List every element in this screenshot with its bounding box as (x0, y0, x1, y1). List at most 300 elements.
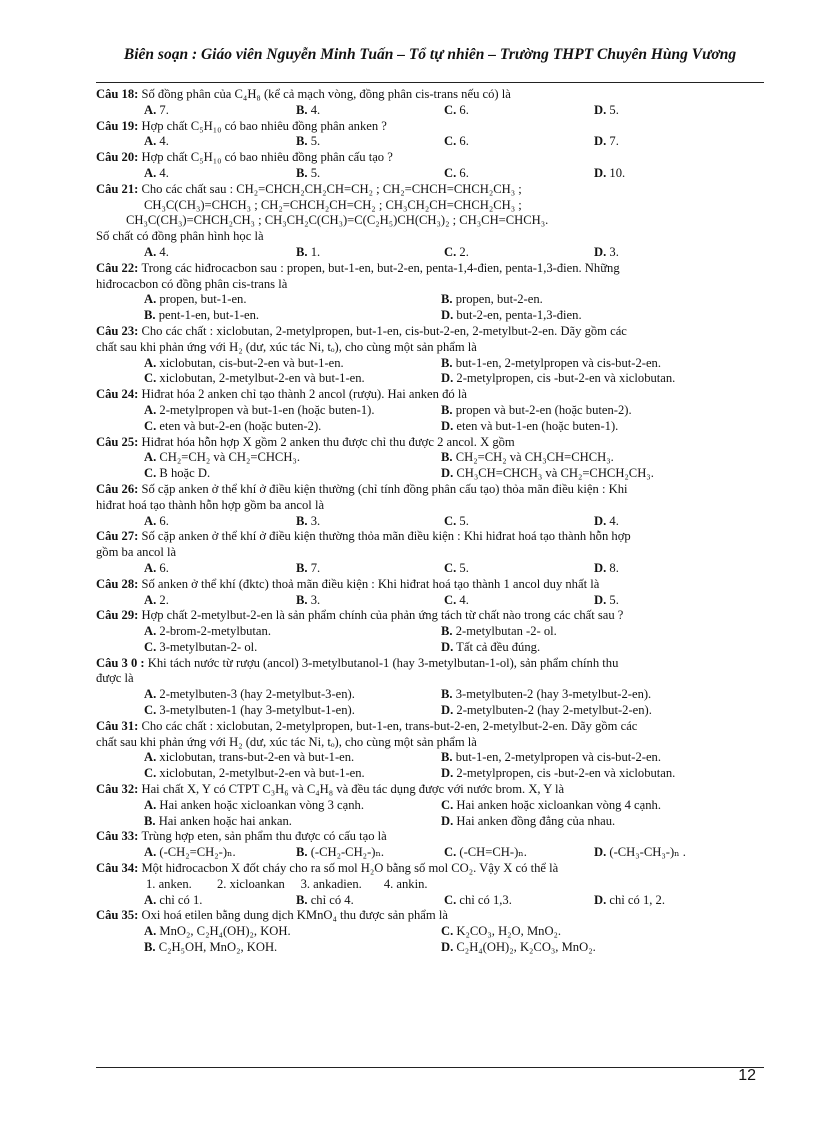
option-text: xiclobutan, 2-metylbut-2-en và but-1-en. (156, 766, 365, 781)
option-text: 6. (156, 560, 169, 575)
answer-option (144, 292, 246, 308)
question-text-line (96, 182, 762, 198)
option-letter: B. (296, 560, 308, 575)
question-text-line (96, 482, 762, 498)
question-text-line (96, 545, 762, 561)
option-letter: B. (441, 687, 453, 702)
question-block (96, 861, 762, 908)
option-letter: C. (444, 892, 457, 907)
question-text-line: Số chất có đồng phân hình học là (96, 229, 264, 244)
option-letter: C. (444, 244, 457, 259)
question-number: Câu 32: (96, 782, 142, 797)
question-text: Cho các chất sau : CH₂=CHCH₂CH₂CH=CH₂ ; CH₂=CHCH=CHCH₂CH₃ ; (141, 181, 522, 196)
question-number: Câu 26: (96, 481, 142, 496)
question-block (96, 182, 762, 261)
answer-option (444, 166, 469, 182)
option-text: 2-metylbuten-2 (hay 2-metylbut-2-en). (453, 703, 652, 718)
option-text: xiclobutan, cis-but-2-en và but-1-en. (156, 355, 344, 370)
option-text: xiclobutan, trans-but-2-en và but-1-en. (156, 750, 355, 765)
options-row (96, 593, 762, 609)
option-text: 2-metylbutan -2- ol. (452, 624, 557, 639)
answer-option (444, 845, 527, 861)
option-letter: B. (441, 450, 453, 465)
question-text-line (96, 340, 762, 356)
question-number: Câu 35: (96, 908, 142, 923)
answer-option (594, 593, 619, 609)
answer-option (441, 750, 661, 766)
question-text-line (96, 608, 762, 624)
question-text-line (96, 829, 762, 845)
question-text: Số cặp anken ở thể khí ở điều kiện thường thỏa mãn điều kiện : Khi hiđrat hoá tạo thành hỗn hợp (141, 529, 631, 544)
answer-option (594, 893, 665, 909)
options-row (96, 292, 762, 308)
answer-option (441, 924, 561, 940)
option-text: 3-metylbuten-2 (hay 3-metylbut-2-en). (452, 687, 652, 702)
question-text-line (96, 387, 762, 403)
option-text: 5. (606, 592, 619, 607)
question-block (96, 656, 762, 719)
answer-option (144, 845, 236, 861)
option-text: 4. (606, 513, 619, 528)
answer-option (296, 593, 320, 609)
option-letter: B. (441, 750, 453, 765)
question-text-line (96, 150, 762, 166)
option-text: but-2-en, penta-1,3-đien. (453, 308, 582, 323)
option-text: 1. (307, 244, 321, 259)
option-letter: D. (594, 134, 607, 149)
question-block (96, 324, 762, 387)
footer-rule (96, 1067, 764, 1068)
answer-option (444, 893, 512, 909)
question-list (96, 87, 762, 956)
option-text: 5. (307, 134, 321, 149)
page-header: Biên soạn : Giáo viên Nguyễn Minh Tuấn – Tổ tự nhiên – Trường THPT Chuyên Hùng Vương (123, 46, 737, 63)
question-subitems: 1. anken. 2. xicloankan 3. ankadien. 4. ankin. (146, 876, 428, 891)
answer-option (441, 292, 543, 308)
option-letter: A. (144, 450, 157, 465)
option-letter: A. (144, 102, 157, 117)
option-letter: B. (296, 892, 308, 907)
options-row (96, 166, 762, 182)
question-block (96, 150, 762, 182)
option-text: 5. (456, 513, 469, 528)
option-letter: A. (144, 892, 157, 907)
option-text: 2. (156, 592, 169, 607)
option-letter: C. (444, 165, 457, 180)
answer-option (144, 166, 169, 182)
question-text: được là (96, 671, 134, 686)
options-row (96, 450, 762, 466)
answer-option (594, 845, 686, 861)
option-text: (-CH₃-CH₃-)ₙ . (606, 845, 686, 860)
question-text: Hợp chất C₅H₁₀ có bao nhiêu đồng phân cấu tạo ? (141, 150, 393, 165)
option-letter: C. (441, 924, 454, 939)
question-number: Câu 31: (96, 718, 142, 733)
option-letter: A. (144, 402, 157, 417)
option-text: CH₃CH=CHCH₃ và CH₂=CHCH₂CH₃. (453, 466, 654, 481)
option-text: 2-metylbuten-3 (hay 2-metylbut-3-en). (156, 687, 355, 702)
option-text: 6. (456, 134, 469, 149)
question-text-line (96, 577, 762, 593)
question-text-line (96, 498, 762, 514)
question-number: Câu 19: (96, 118, 142, 133)
option-letter: D. (441, 466, 454, 481)
question-number: Câu 23: (96, 323, 142, 338)
option-letter: C. (144, 466, 157, 481)
question-text: Số cặp anken ở thể khí ở điều kiện thường (chỉ tính đồng phân cấu tạo) thỏa mãn điều kiện : Khi (141, 481, 628, 496)
option-text: 3. (307, 592, 321, 607)
option-letter: B. (296, 102, 308, 117)
answer-option (144, 703, 355, 719)
option-text: eten và but-2-en (hoặc buten-2). (156, 418, 322, 433)
answer-option (144, 624, 271, 640)
question-text-line (96, 324, 762, 340)
question-block (96, 435, 762, 482)
option-letter: C. (144, 703, 157, 718)
options-row (96, 798, 762, 814)
option-text: 3-metylbuten-1 (hay 3-metylbut-1-en). (156, 703, 355, 718)
answer-option (144, 356, 344, 372)
option-text: (-CH₂=CH₂-)ₙ. (156, 845, 236, 860)
answer-option (441, 687, 651, 703)
option-letter: B. (144, 813, 156, 828)
option-text: pent-1-en, but-1-en. (155, 308, 260, 323)
options-row (96, 924, 762, 940)
option-text: 4. (156, 134, 169, 149)
options-row (96, 893, 762, 909)
options-row (96, 561, 762, 577)
answer-option (594, 134, 619, 150)
option-letter: A. (144, 687, 157, 702)
option-text: chỉ có 1,3. (456, 892, 512, 907)
option-letter: D. (594, 513, 607, 528)
answer-option (441, 766, 675, 782)
option-letter: D. (441, 639, 454, 654)
question-text: gồm ba ancol là (96, 545, 177, 560)
option-text: propen, but-1-en. (156, 292, 247, 307)
question-text-line (96, 735, 762, 751)
question-number: Câu 33: (96, 829, 142, 844)
question-text: Hiđrat hóa hỗn hợp X gồm 2 anken thu được chỉ thu được 2 ancol. X gồm (141, 434, 515, 449)
option-letter: D. (594, 845, 607, 860)
options-row (96, 845, 762, 861)
option-text: 6. (456, 102, 469, 117)
option-letter: B. (144, 308, 156, 323)
option-text: 2. (456, 244, 469, 259)
answer-option (144, 245, 169, 261)
option-text: 7. (156, 102, 169, 117)
question-text-line (96, 119, 762, 135)
option-letter: D. (441, 371, 454, 386)
answer-option (594, 561, 619, 577)
option-text: but-1-en, 2-metylpropen và cis-but-2-en. (452, 750, 661, 765)
question-text-line (96, 782, 762, 798)
answer-option (144, 924, 291, 940)
question-block (96, 719, 762, 782)
option-letter: A. (144, 924, 157, 939)
option-letter: A. (144, 750, 157, 765)
options-row (96, 466, 762, 482)
option-text: chỉ có 1, 2. (606, 892, 666, 907)
options-row (96, 687, 762, 703)
answer-option (296, 103, 320, 119)
options-row (96, 134, 762, 150)
options-row (96, 514, 762, 530)
option-text: 8. (606, 560, 619, 575)
answer-option (441, 371, 675, 387)
option-text: MnO₂, C₂H₄(OH)₂, KOH. (156, 924, 291, 939)
option-text: 2-metylpropen, cis -but-2-en và xiclobutan. (453, 766, 676, 781)
answer-option (144, 798, 364, 814)
answer-option (144, 466, 210, 482)
option-text: but-1-en, 2-metylpropen và cis-but-2-en. (452, 355, 661, 370)
question-text: Trùng hợp eten, sản phẩm thu được có cấu tạo là (141, 829, 387, 844)
option-text: 6. (156, 513, 169, 528)
answer-option (144, 419, 321, 435)
answer-option (144, 893, 202, 909)
answer-option (296, 166, 320, 182)
option-letter: A. (144, 355, 157, 370)
answer-option (444, 245, 469, 261)
question-text: Cho các chất : xiclobutan, 2-metylpropen, but-1-en, trans-but-2-en, 2-metylbut-2-en. Dãy gồm các (141, 718, 638, 733)
question-text-line (96, 529, 762, 545)
option-letter: D. (441, 703, 454, 718)
answer-option (441, 798, 661, 814)
question-block (96, 119, 762, 151)
option-letter: C. (441, 797, 454, 812)
options-row (96, 419, 762, 435)
option-letter: A. (144, 134, 157, 149)
option-text: CH₂=CH₂ và CH₃CH=CHCH₃. (452, 450, 614, 465)
option-text: Hai anken đồng đẳng của nhau. (453, 813, 616, 828)
options-row (96, 403, 762, 419)
option-letter: B. (441, 355, 453, 370)
option-letter: A. (144, 244, 157, 259)
answer-option (441, 624, 557, 640)
options-row (96, 356, 762, 372)
question-number: Câu 28: (96, 576, 142, 591)
answer-option (144, 561, 169, 577)
option-text: 5. (606, 102, 619, 117)
options-row (96, 624, 762, 640)
option-letter: B. (296, 592, 308, 607)
answer-option (144, 450, 300, 466)
option-letter: A. (144, 292, 157, 307)
option-letter: D. (441, 940, 454, 955)
question-block (96, 87, 762, 119)
option-letter: C. (144, 766, 157, 781)
option-letter: C. (444, 102, 457, 117)
question-text-line (96, 656, 762, 672)
option-letter: B. (144, 940, 156, 955)
option-letter: A. (144, 513, 157, 528)
question-text-line (96, 87, 762, 103)
answer-option (444, 103, 469, 119)
option-text: Tất cả đều đúng. (453, 639, 541, 654)
option-text: 4. (456, 592, 469, 607)
answer-option (144, 371, 365, 387)
option-text: B hoặc D. (156, 466, 211, 481)
answer-option (144, 766, 365, 782)
option-letter: D. (594, 102, 607, 117)
option-letter: B. (296, 134, 308, 149)
option-letter: C. (444, 560, 457, 575)
question-block (96, 782, 762, 829)
option-letter: D. (441, 418, 454, 433)
question-block (96, 387, 762, 434)
question-number: Câu 3 0 : (96, 655, 148, 670)
answer-option (144, 640, 257, 656)
option-text: 3. (307, 513, 321, 528)
options-row (96, 640, 762, 656)
answer-option (296, 134, 320, 150)
question-text: Số anken ở thể khí (đktc) thoả mãn điều kiện : Khi hiđrat hoá tạo thành 1 ancol duy nhất là (141, 576, 600, 591)
options-row (96, 814, 762, 830)
option-text: Hai anken hoặc hai ankan. (155, 813, 292, 828)
option-letter: A. (144, 592, 157, 607)
answer-option (144, 403, 374, 419)
question-block (96, 577, 762, 609)
question-number: Câu 29: (96, 608, 142, 623)
options-row (96, 308, 762, 324)
answer-option (441, 450, 614, 466)
answer-option (441, 356, 661, 372)
question-text-line (96, 277, 762, 293)
question-number: Câu 20: (96, 150, 142, 165)
question-text: Cho các chất : xiclobutan, 2-metylpropen, but-1-en, cis-but-2-en, 2-metylbut-2-en. Dãy gồm các (141, 323, 627, 338)
options-row (96, 103, 762, 119)
options-row (96, 766, 762, 782)
answer-option (296, 245, 320, 261)
option-letter: D. (594, 244, 607, 259)
question-block (96, 829, 762, 861)
question-text: hiđrocacbon có đồng phân cis-trans là (96, 276, 288, 291)
option-text: Hai anken hoặc xicloankan vòng 4 cạnh. (453, 797, 661, 812)
option-text: chỉ có 1. (156, 892, 203, 907)
question-text: Hiđrat hóa 2 anken chỉ tạo thành 2 ancol (rượu). Hai anken đó là (141, 387, 467, 402)
option-text: 5. (456, 560, 469, 575)
option-letter: B. (296, 513, 308, 528)
question-text-line: CH₃C(CH₃)=CHCH₂CH₃ ; CH₃CH₂C(CH₃)=C(C₂H₅)CH(CH₃)₂ ; CH₃CH=CHCH₃. (126, 213, 549, 228)
answer-option (441, 466, 654, 482)
answer-option (144, 134, 169, 150)
option-text: 2-brom-2-metylbutan. (156, 624, 271, 639)
option-letter: C. (144, 371, 157, 386)
answer-option (441, 308, 582, 324)
option-letter: C. (144, 639, 157, 654)
answer-option (444, 593, 469, 609)
options-row (96, 940, 762, 956)
question-text-line (96, 861, 762, 877)
options-row (96, 750, 762, 766)
option-text: Hai anken hoặc xicloankan vòng 3 cạnh. (156, 797, 364, 812)
option-letter: B. (296, 244, 308, 259)
answer-option (296, 514, 320, 530)
option-text: 4. (156, 165, 169, 180)
question-text: Khi tách nước từ rượu (ancol) 3-metylbutanol-1 (hay 3-metylbutan-1-ol), sản phẩm chính thu (147, 655, 619, 670)
option-letter: B. (296, 165, 308, 180)
answer-option (144, 814, 292, 830)
option-text: 10. (606, 165, 626, 180)
option-text: 2-metylpropen và but-1-en (hoặc buten-1). (156, 402, 375, 417)
option-text: propen, but-2-en. (452, 292, 543, 307)
option-text: C₂H₄(OH)₂, K₂CO₃, MnO₂. (453, 940, 596, 955)
option-text: eten và but-1-en (hoặc buten-1). (453, 418, 619, 433)
answer-option (441, 940, 596, 956)
answer-option (144, 103, 169, 119)
answer-option (144, 308, 259, 324)
question-text-line (96, 435, 762, 451)
question-text: chất sau khi phản ứng với H₂ (dư, xúc tác Ni, tₒ), cho cùng một sản phẩm là (96, 734, 477, 749)
answer-option (441, 403, 632, 419)
answer-option (441, 640, 540, 656)
answer-option (296, 561, 320, 577)
question-text: Hợp chất 2-metylbut-2-en là sản phẩm chính của phản ứng tách từ chất nào trong các chất sau ? (141, 608, 624, 623)
question-block (96, 908, 762, 955)
options-row (96, 371, 762, 387)
answer-option (441, 419, 618, 435)
option-letter: D. (594, 560, 607, 575)
option-letter: B. (441, 402, 453, 417)
option-letter: D. (594, 165, 607, 180)
option-text: chỉ có 4. (307, 892, 354, 907)
answer-option (144, 750, 354, 766)
question-block (96, 261, 762, 324)
option-text: 4. (307, 102, 321, 117)
question-text-line (96, 908, 762, 924)
option-text: 5. (307, 165, 321, 180)
question-text-line (96, 719, 762, 735)
option-text: C₂H₅OH, MnO₂, KOH. (155, 940, 278, 955)
option-letter: D. (594, 892, 607, 907)
options-row (96, 245, 762, 261)
question-number: Câu 34: (96, 861, 142, 876)
answer-option (594, 103, 619, 119)
question-number: Câu 22: (96, 260, 142, 275)
question-text: hiđrat hoá tạo thành hỗn hợp gồm ba ancol là (96, 497, 325, 512)
question-text-line: CH₃C(CH₃)=CHCH₃ ; CH₂=CHCH₂CH=CH₂ ; CH₃CH₂CH=CHCH₂CH₃ ; (144, 197, 522, 212)
answer-option (444, 134, 469, 150)
option-text: xiclobutan, 2-metylbut-2-en và but-1-en. (156, 371, 365, 386)
option-text: 6. (456, 165, 469, 180)
option-letter: D. (594, 592, 607, 607)
answer-option (594, 166, 625, 182)
question-block (96, 608, 762, 655)
option-text: 7. (606, 134, 619, 149)
option-letter: A. (144, 797, 157, 812)
answer-option (144, 593, 169, 609)
option-letter: A. (144, 845, 157, 860)
option-letter: D. (441, 766, 454, 781)
answer-option (444, 514, 469, 530)
answer-option (594, 245, 619, 261)
option-letter: C. (444, 845, 457, 860)
option-letter: B. (296, 845, 308, 860)
option-letter: A. (144, 560, 157, 575)
option-text: 7. (307, 560, 321, 575)
question-number: Câu 24: (96, 387, 142, 402)
option-letter: C. (444, 592, 457, 607)
option-letter: C. (444, 513, 457, 528)
option-letter: D. (441, 308, 454, 323)
question-text-line (96, 261, 762, 277)
question-number: Câu 21: (96, 181, 142, 196)
question-text: chất sau khi phản ứng với H₂ (dư, xúc tác Ni, tₒ), cho cùng một sản phẩm là (96, 339, 477, 354)
answer-option (144, 687, 355, 703)
answer-option (144, 514, 169, 530)
option-text: 4. (156, 244, 169, 259)
option-text: 3. (606, 244, 619, 259)
